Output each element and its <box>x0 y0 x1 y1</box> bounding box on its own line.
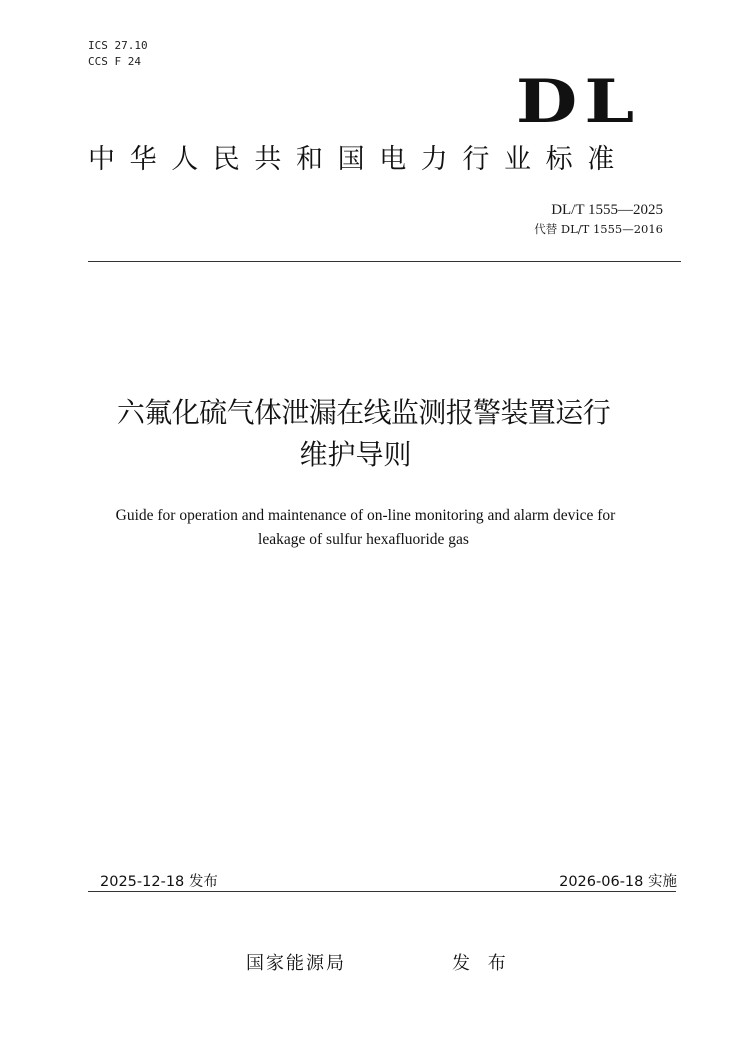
english-title-line-1: Guide for operation and maintenance of on-line monitoring and alarm device for <box>115 507 616 524</box>
industry-standard-title: 中华人民共和国电力行业标准 <box>88 144 629 175</box>
standard-number-block <box>534 200 663 238</box>
ccs-code: CCS F 24 <box>88 55 141 68</box>
bottom-divider <box>88 891 676 892</box>
implementation-date: 2026-06-18 实施 <box>559 874 677 890</box>
issue-date: 2025-12-18 发布 <box>100 874 218 890</box>
chinese-title-line-2: 维护导则 <box>299 438 412 471</box>
replaces-standard: 代替 DL/T 1555—2016 <box>534 222 663 236</box>
standard-number: DL/T 1555—2025 <box>551 202 663 218</box>
dl-logo: DL <box>515 67 641 137</box>
english-title <box>0 504 733 552</box>
english-title-line-2: leakage of sulfur hexafluoride gas <box>258 531 469 548</box>
chinese-title-line-1: 六氟化硫气体泄漏在线监测报警装置运行 <box>116 396 611 429</box>
ics-code: ICS 27.10 <box>88 39 148 52</box>
publish-label: 发 布 <box>452 953 512 974</box>
top-divider <box>88 261 681 262</box>
classification-codes <box>88 38 148 70</box>
chinese-title <box>0 392 733 476</box>
issuing-authority: 国家能源局 <box>246 953 346 974</box>
